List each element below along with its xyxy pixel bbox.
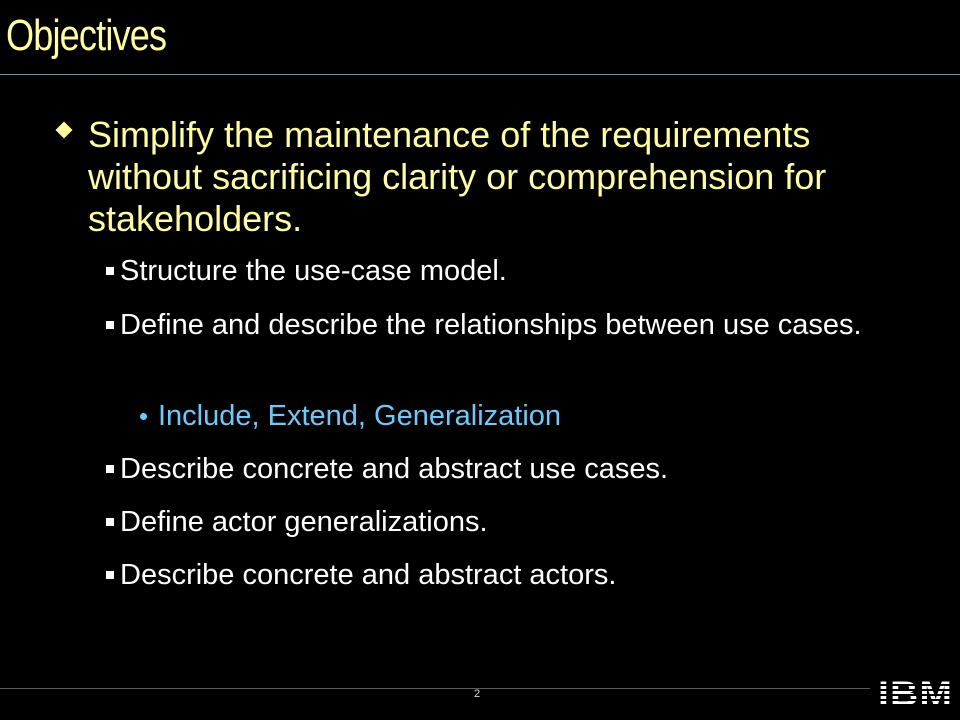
sub-bullet-text: Describe concrete and abstract actors. [120, 559, 617, 591]
title-divider [0, 74, 960, 75]
dot-bullet-icon [140, 413, 147, 420]
square-bullet-icon [106, 267, 114, 275]
sub-bullet-text: Structure the use-case model. [120, 255, 507, 287]
square-bullet-icon [106, 518, 114, 526]
ibm-logo: IBM [878, 675, 954, 713]
sub-bullet-text: Define and describe the relationships between use cases. [120, 309, 862, 341]
square-bullet-icon [106, 571, 114, 579]
diamond-bullet-icon [56, 122, 73, 139]
footer-divider [0, 688, 870, 689]
square-bullet-icon [106, 321, 114, 329]
sub-bullet-text: Describe concrete and abstract use cases. [120, 453, 669, 485]
sub-bullet-text: Define actor generalizations. [120, 506, 488, 538]
square-bullet-icon [106, 465, 114, 473]
slide-title: Objectives [6, 11, 167, 60]
nested-bullet-text: Include, Extend, Generalization [158, 400, 562, 432]
main-bullet-text: Simplify the maintenance of the requirements without sacrificing clarity or comprehension for stakeholders. [88, 114, 827, 239]
page-number: 2 [474, 688, 481, 700]
